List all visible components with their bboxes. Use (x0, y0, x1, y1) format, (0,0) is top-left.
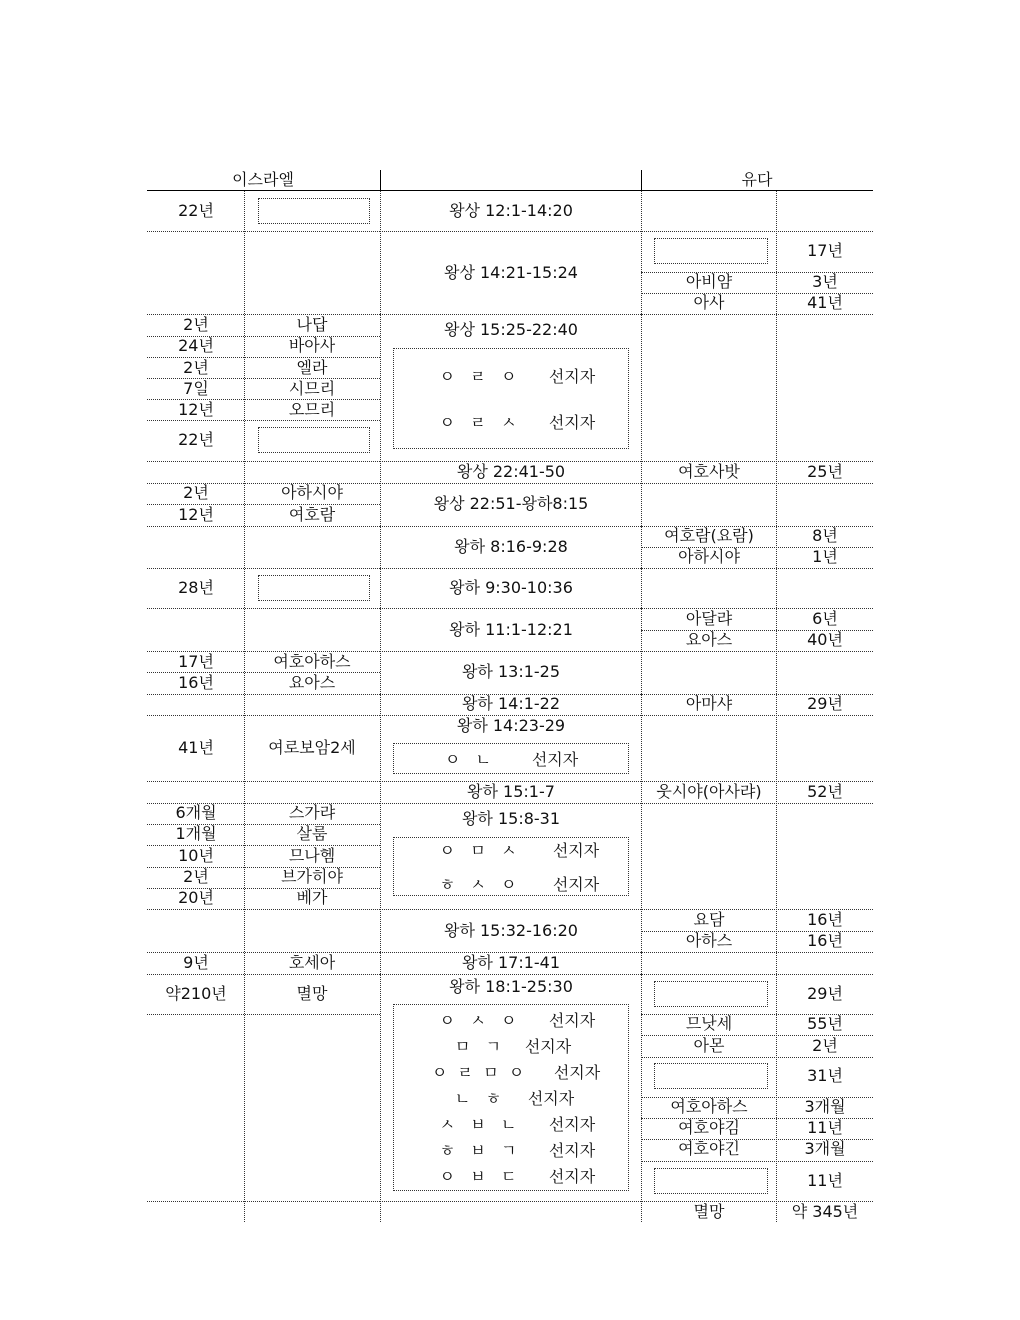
blank-answer-box (654, 1168, 768, 1194)
row-divider (147, 608, 380, 609)
prophet-label: 선지자 (548, 1115, 596, 1134)
row-divider (380, 314, 641, 315)
scripture-reference: 왕하 15:1-7 (467, 782, 555, 801)
israel-reign-length: 41년 (178, 738, 214, 757)
blank-answer-box (654, 238, 768, 264)
judah-reign-length: 41년 (807, 293, 843, 312)
column-divider (776, 191, 777, 1222)
judah-king-name: 므낫세 (685, 1014, 733, 1033)
row-divider (147, 909, 380, 910)
row-divider (147, 1014, 380, 1015)
column-divider (641, 191, 642, 1222)
judah-king-name: 여호람(요람) (664, 526, 754, 545)
israel-header: 이스라엘 (232, 170, 294, 189)
judah-reign-length: 55년 (807, 1014, 843, 1033)
prophet-initials: ㅎ ㅂ ㄱ (439, 1141, 517, 1160)
israel-king-name: 베가 (296, 888, 328, 907)
row-divider (147, 781, 380, 782)
judah-reign-length: 8년 (812, 526, 838, 545)
row-divider (147, 378, 380, 379)
israel-reign-length: 9년 (183, 953, 209, 972)
row-divider (641, 803, 873, 804)
row-divider (380, 608, 641, 609)
judah-reign-length: 16년 (807, 931, 843, 950)
israel-reign-length: 24년 (178, 336, 214, 355)
row-divider (147, 867, 380, 868)
header-divider (641, 170, 642, 190)
judah-reign-length: 52년 (807, 782, 843, 801)
prophet-initials: ㅇ ㅅ ㅇ (439, 1011, 517, 1030)
prophet-initials: ㄴ ㅎ (454, 1089, 502, 1108)
judah-reign-length: 40년 (807, 630, 843, 649)
judah-reign-length: 29년 (807, 984, 843, 1003)
scripture-reference: 왕상 15:25-22:40 (444, 320, 578, 339)
prophet-initials: ㅇ ㄹ ㅅ (439, 413, 517, 432)
row-divider (380, 651, 641, 652)
judah-reign-length: 11년 (807, 1118, 843, 1137)
row-divider (147, 461, 380, 462)
row-divider (641, 547, 873, 548)
judah-king-name: 아달랴 (685, 609, 733, 628)
israel-reign-length: 28년 (178, 578, 214, 597)
judah-king-name: 여호아하스 (670, 1097, 748, 1116)
israel-reign-length: 12년 (178, 505, 214, 524)
row-divider (147, 715, 380, 716)
blank-answer-box (258, 427, 370, 453)
row-divider (147, 420, 380, 421)
judah-king-name: 아하시야 (678, 547, 740, 566)
blank-answer-box (258, 575, 370, 601)
judah-reign-length: 16년 (807, 910, 843, 929)
israel-reign-length: 12년 (178, 400, 214, 419)
blank-answer-box (654, 1063, 768, 1089)
prophet-label: 선지자 (548, 1011, 596, 1030)
prophet-initials: ㅇ ㅁ ㅅ (439, 841, 517, 860)
scripture-reference: 왕상 22:41-50 (456, 462, 566, 481)
row-divider (641, 1057, 873, 1058)
row-divider (641, 1161, 873, 1162)
row-divider (641, 568, 873, 569)
judah-reign-length: 25년 (807, 462, 843, 481)
row-divider (380, 974, 641, 975)
israel-king-name: 나답 (296, 315, 328, 334)
column-divider (380, 191, 381, 1222)
row-divider (147, 314, 380, 315)
prophet-initials: ㅇ ㄴ (444, 750, 492, 769)
row-divider (380, 803, 641, 804)
israel-king-name: 여로보암2세 (268, 738, 356, 757)
israel-king-name: 여호람 (288, 505, 336, 524)
row-divider (380, 526, 641, 527)
row-divider (641, 483, 873, 484)
israel-reign-length: 17년 (178, 652, 214, 671)
row-divider (380, 231, 641, 232)
judah-reign-length: 3개월 (804, 1139, 846, 1158)
israel-reign-length: 7일 (183, 379, 209, 398)
judah-reign-length: 약 345년 (791, 1202, 859, 1221)
israel-reign-length: 10년 (178, 846, 214, 865)
scripture-reference: 왕하 11:1-12:21 (449, 620, 573, 639)
judah-reign-length: 17년 (807, 241, 843, 260)
israel-reign-length: 22년 (178, 430, 214, 449)
judah-reign-length: 31년 (807, 1066, 843, 1085)
prophet-label: 선지자 (552, 875, 600, 894)
israel-reign-length: 22년 (178, 201, 214, 220)
row-divider (380, 483, 641, 484)
scripture-reference: 왕하 14:1-22 (461, 694, 561, 713)
israel-reign-length: 16년 (178, 673, 214, 692)
israel-king-name: 엘라 (296, 358, 328, 377)
scripture-reference: 왕하 8:16-9:28 (454, 537, 568, 556)
judah-reign-length: 2년 (812, 1036, 838, 1055)
row-divider (147, 231, 380, 232)
judah-king-name: 아사 (693, 293, 725, 312)
judah-king-name: 여호야김 (678, 1118, 740, 1137)
judah-king-name: 여호야긴 (678, 1139, 740, 1158)
judah-king-name: 아비얌 (685, 272, 733, 291)
prophet-initials: ㅎ ㅅ ㅇ (439, 875, 517, 894)
judah-header: 유다 (741, 170, 773, 189)
israel-king-name: 브가히야 (281, 867, 343, 886)
prophet-label: 선지자 (553, 1063, 601, 1082)
scripture-reference: 왕하 15:32-16:20 (444, 921, 578, 940)
israel-king-name: 스가랴 (288, 803, 336, 822)
row-divider (147, 952, 380, 953)
scripture-reference: 왕하 14:23-29 (456, 716, 566, 735)
scripture-reference: 왕하 9:30-10:36 (449, 578, 573, 597)
column-divider (244, 191, 245, 1222)
header-rule (147, 190, 873, 191)
prophet-label: 선지자 (524, 1037, 572, 1056)
israel-reign-length: 1개월 (175, 824, 217, 843)
israel-reign-length: 20년 (178, 888, 214, 907)
scripture-reference: 왕상 12:1-14:20 (449, 201, 573, 220)
israel-king-name: 시므리 (288, 379, 336, 398)
judah-reign-length: 11년 (807, 1171, 843, 1190)
header-divider (380, 170, 381, 190)
blank-answer-box (654, 981, 768, 1007)
prophet-box (393, 348, 629, 449)
judah-king-name: 멸망 (693, 1202, 725, 1221)
prophet-box (393, 1004, 629, 1191)
israel-king-name: 바아사 (288, 336, 336, 355)
row-divider (641, 715, 873, 716)
judah-king-name: 요담 (693, 910, 725, 929)
prophet-initials: ㅇ ㄹ ㅁ ㅇ (431, 1063, 525, 1082)
row-divider (641, 314, 873, 315)
israel-reign-length: 6개월 (175, 803, 217, 822)
judah-king-name: 아하스 (685, 931, 733, 950)
scripture-reference: 왕하 18:1-25:30 (449, 977, 573, 996)
scripture-reference: 왕하 17:1-41 (461, 953, 561, 972)
prophet-label: 선지자 (531, 750, 579, 769)
israel-king-name: 여호아하스 (273, 652, 351, 671)
row-divider (147, 1201, 380, 1202)
judah-reign-length: 6년 (812, 609, 838, 628)
israel-king-name: 호세아 (288, 953, 336, 972)
scripture-reference: 왕하 15:8-31 (461, 809, 561, 828)
prophet-box (393, 743, 629, 774)
judah-reign-length: 1년 (812, 547, 838, 566)
row-divider (641, 651, 873, 652)
israel-king-name: 멸망 (296, 984, 328, 1003)
prophet-initials: ㅅ ㅂ ㄴ (439, 1115, 517, 1134)
row-divider (380, 909, 641, 910)
israel-king-name: 므나헴 (288, 846, 336, 865)
israel-reign-length: 2년 (183, 483, 209, 502)
row-divider (380, 1201, 641, 1202)
judah-reign-length: 29년 (807, 694, 843, 713)
judah-king-name: 여호사밧 (678, 462, 740, 481)
prophet-label: 선지자 (548, 1167, 596, 1186)
israel-king-name: 살룸 (296, 824, 328, 843)
prophet-label: 선지자 (552, 841, 600, 860)
row-divider (641, 272, 873, 273)
judah-reign-length: 3개월 (804, 1097, 846, 1116)
blank-answer-box (258, 198, 370, 224)
row-divider (147, 526, 380, 527)
judah-king-name: 웃시야(아사랴) (656, 782, 762, 801)
israel-king-name: 오므리 (288, 400, 336, 419)
israel-reign-length: 2년 (183, 358, 209, 377)
prophet-initials: ㅇ ㅂ ㄷ (439, 1167, 517, 1186)
scripture-reference: 왕상 14:21-15:24 (444, 263, 578, 282)
israel-reign-length: 2년 (183, 867, 209, 886)
judah-reign-length: 3년 (812, 272, 838, 291)
row-divider (147, 357, 380, 358)
israel-reign-length: 2년 (183, 315, 209, 334)
israel-reign-length: 약210년 (165, 984, 227, 1003)
row-divider (641, 231, 873, 232)
row-divider (641, 974, 873, 975)
row-divider (147, 568, 380, 569)
prophet-initials: ㅁ ㄱ (454, 1037, 502, 1056)
scripture-reference: 왕하 13:1-25 (461, 662, 561, 681)
row-divider (147, 483, 380, 484)
row-divider (147, 974, 380, 975)
judah-king-name: 요아스 (685, 630, 733, 649)
prophet-label: 선지자 (548, 367, 596, 386)
judah-king-name: 아마샤 (685, 694, 733, 713)
row-divider (641, 952, 873, 953)
row-divider (641, 1035, 873, 1036)
prophet-label: 선지자 (548, 1141, 596, 1160)
israel-king-name: 아하시야 (281, 483, 343, 502)
row-divider (380, 568, 641, 569)
prophet-label: 선지자 (527, 1089, 575, 1108)
row-divider (147, 694, 380, 695)
scripture-reference: 왕상 22:51-왕하8:15 (433, 494, 589, 513)
prophet-label: 선지자 (548, 413, 596, 432)
prophet-initials: ㅇ ㄹ ㅇ (439, 367, 517, 386)
row-divider (641, 608, 873, 609)
israel-king-name: 요아스 (288, 673, 336, 692)
judah-king-name: 아몬 (693, 1036, 725, 1055)
